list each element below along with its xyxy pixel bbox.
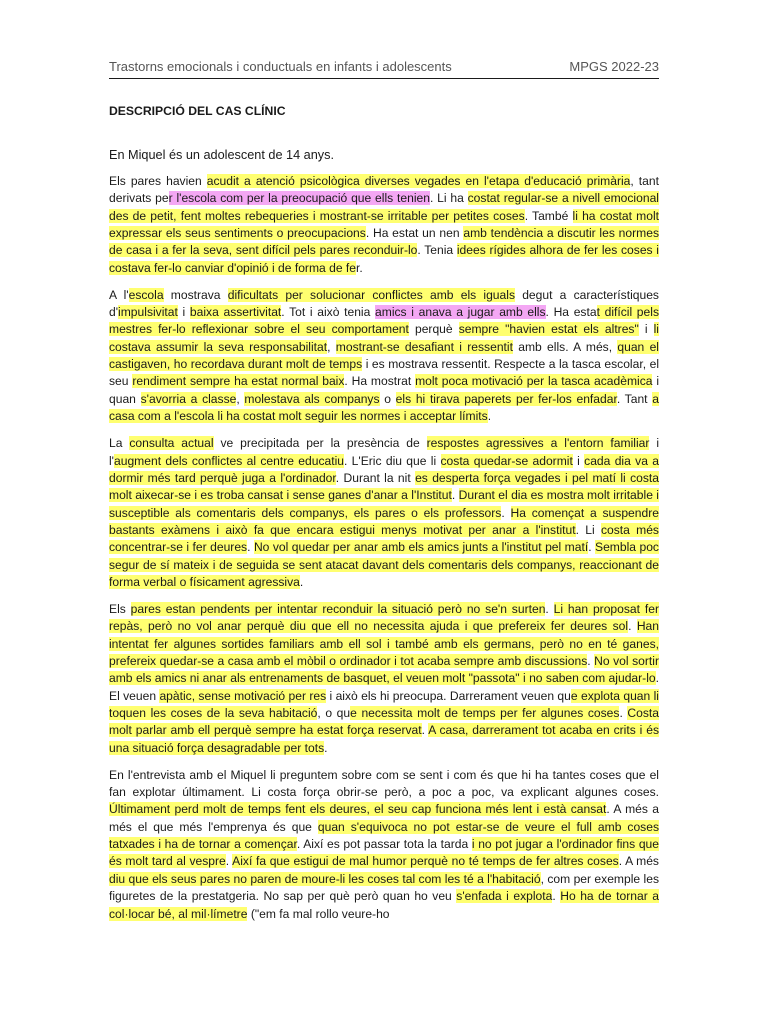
text-segment: .	[421, 723, 429, 738]
highlight-yellow: costa quedar-se adormit	[440, 453, 573, 468]
text-segment: . Ha mostrat	[344, 374, 416, 389]
highlight-yellow: Ho ha de tornar a col·locar bé, al mil·límetre	[109, 889, 659, 921]
text-segment: ,	[327, 339, 336, 354]
highlight-yellow: sempre "havien estat els altres"	[458, 322, 639, 337]
highlight-yellow: No vol quedar per anar amb els amics junts a l'institut pel matí	[253, 540, 589, 555]
paragraph-4	[109, 601, 659, 757]
text-segment: . L'Eric diu que li	[344, 453, 441, 468]
highlight-yellow: costa més concentrar-se i fer deures	[109, 522, 659, 555]
text-segment: i	[572, 453, 585, 468]
intro-paragraph: En Miquel és un adolescent de 14 anys.	[109, 148, 334, 162]
page-header	[109, 58, 659, 79]
highlight-yellow: Li han proposat fer repàs, però no vol anar perquè diu que ell no necessita ajuda i que prefereix fer deures sol	[109, 601, 659, 634]
text-segment: .	[247, 540, 254, 555]
text-segment: En l'entrevista amb el Miquel li preguntem sobre com se sent i com és que hi ha tantes coses que el fan explotar últimament. Li costa força obrir-se però, a poc a poc, va explicant algunes coses.	[109, 767, 659, 800]
text-segment: , tant derivats pe	[109, 174, 659, 206]
highlight-yellow: Així fa que estigui de mal humor perquè no té temps de fer altres coses	[232, 854, 619, 869]
highlight-yellow: i no pot jugar a l'ordinador fins que és molt tard al vespre	[109, 837, 659, 869]
text-segment: i quan	[109, 374, 660, 406]
highlight-yellow: quan el castigaven, ho recordava durant molt de temps	[109, 339, 659, 372]
text-segment: .	[225, 854, 233, 869]
text-segment: . Tant	[616, 391, 653, 406]
text-segment: ve precipitada per la presència de	[213, 436, 427, 451]
highlight-yellow: idees rígides alhora de fer les coses i costava fer-lo canviar d'opinió i de forma de fe	[109, 243, 659, 275]
text-segment: .	[501, 505, 511, 520]
section-title: DESCRIPCIÓ DEL CAS CLÍNIC	[109, 104, 286, 118]
text-segment: ,	[236, 391, 245, 406]
text-segment: .	[545, 601, 554, 616]
text-segment: degut a característiques d'	[109, 287, 659, 320]
text-segment: .	[552, 889, 561, 904]
text-segment: . Així es pot passar tota la tarda	[296, 837, 472, 852]
highlight-yellow: Costa molt parlar amb ell perquè sempre ha estat força reservat	[109, 706, 659, 738]
text-segment: A l'	[109, 287, 129, 302]
text-segment: Els pares havien	[109, 174, 207, 188]
highlight-yellow: cada dia va a dormir més tard perquè juga a l'ordinador	[109, 453, 659, 485]
highlight-yellow: Últimament perd molt de temps fent els deures, el seu cap funciona més lent i està cansat	[109, 802, 607, 817]
highlight-pink: r l'escola com per la preocupació que ells tenien	[168, 191, 430, 206]
highlight-yellow: costat regular-se a nivell emocional des de petit, fent moltes rebequeries i mostrant-se irritable per petites coses	[109, 191, 659, 223]
text-segment: r.	[356, 260, 363, 275]
highlight-yellow: acudit a atenció psicològica diverses vegades en l'etapa d'educació primària	[206, 174, 631, 188]
text-segment: o	[379, 391, 396, 406]
highlight-yellow: quan s'equivoca no pot estar-se de veure el full amb coses tatxades i ha de tornar a començar	[109, 819, 659, 852]
highlight-yellow: augment dels conflictes al centre educatiu	[114, 453, 344, 468]
highlight-yellow: No vol sortir amb els amics ni anar als entrenaments de basquet, el veuen molt "passota" i no saben com ajudar-lo	[109, 654, 659, 686]
text-segment: , com per exemple les figuretes de la prestatgeria. No sap per què però quan ho veu	[109, 871, 659, 904]
highlight-yellow: Han intentat fer algunes sortides familiars amb ell sol i també amb els germans, però no en té ganes, prefereix quedar-se a casa amb el mòbil o ordinador i tot acaba sempre amb discussions	[109, 619, 659, 668]
text-segment: . Tenia	[417, 243, 457, 258]
paragraph-2	[109, 287, 659, 426]
highlight-yellow: a casa com a l'escola li ha costat molt seguir les normes i acceptar límits	[109, 391, 659, 424]
highlight-yellow: apàtic, sense motivació per res	[159, 688, 327, 703]
text-segment: i	[177, 305, 190, 320]
text-segment: amb ells. A més,	[512, 339, 618, 354]
case-description	[109, 173, 659, 933]
highlight-yellow: respostes agressives a l'entorn familiar	[426, 436, 650, 451]
highlight-yellow: t difícil pels mestres fer-lo reflexionar sobre el seu comportament	[109, 305, 659, 337]
text-segment: , o qu	[317, 706, 351, 721]
highlight-yellow: li ha costat molt expressar els seus sentiments o preocupacions	[109, 208, 659, 241]
highlight-yellow: molt poca motivació per la tasca acadèmica	[415, 374, 653, 389]
paragraph-1	[109, 173, 659, 277]
highlight-yellow: A casa, darrerament tot acaba en crits i és una situació força desagradable per tots	[109, 723, 659, 755]
highlight-pink: amics i anava a jugar amb ells	[375, 305, 546, 320]
text-segment: . Tot i això tenia	[281, 305, 376, 320]
text-segment: . El veuen	[109, 671, 659, 703]
highlight-yellow: dificultats per solucionar conflictes amb els iguals	[227, 287, 515, 302]
text-segment: . Durant la nit	[335, 470, 416, 485]
highlight-yellow: diu que els seus pares no paren de moure-li les coses tal com les té a l'habitació	[109, 871, 541, 886]
document-title: Trastorns emocionals i conductuals en infants i adolescents	[109, 59, 452, 74]
text-segment: .	[451, 488, 459, 503]
text-segment: . També	[524, 208, 573, 223]
paragraph-5	[109, 767, 659, 923]
text-segment: .	[628, 619, 637, 634]
highlight-yellow: impulsivitat	[118, 305, 178, 320]
highlight-yellow: els hi tirava paperets per fer-los enfadar	[395, 391, 617, 406]
highlight-yellow: e necessita molt de temps per fer algunes coses	[350, 706, 620, 721]
highlight-yellow: rendiment sempre ha estat normal baix	[132, 374, 345, 389]
highlight-yellow: es desperta força vegades i pel matí li costa molt aixecar-se i es troba cansat i sense ganes d'anar a l'Institut	[109, 470, 659, 503]
highlight-yellow: s'avorria a classe	[140, 391, 237, 406]
text-segment: . A més	[618, 854, 659, 869]
text-segment: Els	[109, 601, 131, 616]
highlight-yellow: amb tendència a discutir les normes de casa i a fer la seva, sent difícil pels pares reconduir-lo	[109, 226, 659, 258]
text-segment: . Ha estat un nen	[365, 226, 464, 241]
highlight-yellow: e explota quan li toquen les coses de la seva habitació	[109, 688, 659, 721]
highlight-yellow: baixa assertivitat	[189, 305, 282, 320]
text-segment: mostrava	[163, 287, 228, 302]
text-segment: .	[587, 654, 595, 668]
highlight-yellow: Ha començat a suspendre bastants exàmens i això fa que encara estigui menys motivat per anar a l'institut	[109, 505, 659, 537]
highlight-yellow: molestava als companys	[244, 391, 380, 406]
text-segment: perquè	[408, 322, 459, 337]
highlight-yellow: consulta actual	[129, 436, 214, 451]
text-segment: La	[109, 436, 130, 451]
text-segment: .	[299, 574, 304, 589]
highlight-yellow: s'enfada i explota	[456, 889, 553, 904]
text-segment: . Li	[575, 522, 601, 537]
text-segment: .	[588, 540, 596, 555]
text-segment: ("em fa mal rollo veure-ho	[247, 906, 390, 921]
highlight-yellow: Durant el dia es mostra molt irritable i susceptible als comentaris dels companys, els pares o els professors	[109, 488, 659, 520]
highlight-yellow: escola	[128, 287, 164, 302]
text-segment: .	[487, 409, 492, 424]
highlight-yellow: pares estan pendents per intentar reconduir la situació però no se'n surten	[130, 601, 546, 616]
highlight-yellow: mostrant-se desafiant i ressentit	[335, 339, 513, 354]
text-segment: i això els hi preocupa. Darrerament veuen qu	[326, 688, 571, 703]
text-segment: . A més a més el que més l'emprenya és que	[109, 802, 660, 834]
text-segment: . Ha esta	[545, 305, 597, 320]
text-segment: .	[324, 740, 328, 755]
text-segment: .	[619, 706, 628, 721]
highlight-yellow: Sembla poc segur de sí mateix i de seguida se sent atacat davant dels comentaris dels companys, reaccionant de forma verbal o físicament agressiva	[109, 540, 659, 589]
text-segment: i es mostrava ressentit. Respecte a la tasca escolar, el seu	[109, 357, 660, 389]
paragraph-3	[109, 435, 659, 591]
text-segment: i l'	[109, 436, 660, 468]
highlight-yellow: li costava assumir la seva responsabilitat	[109, 322, 659, 354]
text-segment: i	[638, 322, 654, 337]
course-label: MPGS 2022-23	[569, 59, 659, 74]
text-segment: . Li ha	[429, 191, 468, 206]
